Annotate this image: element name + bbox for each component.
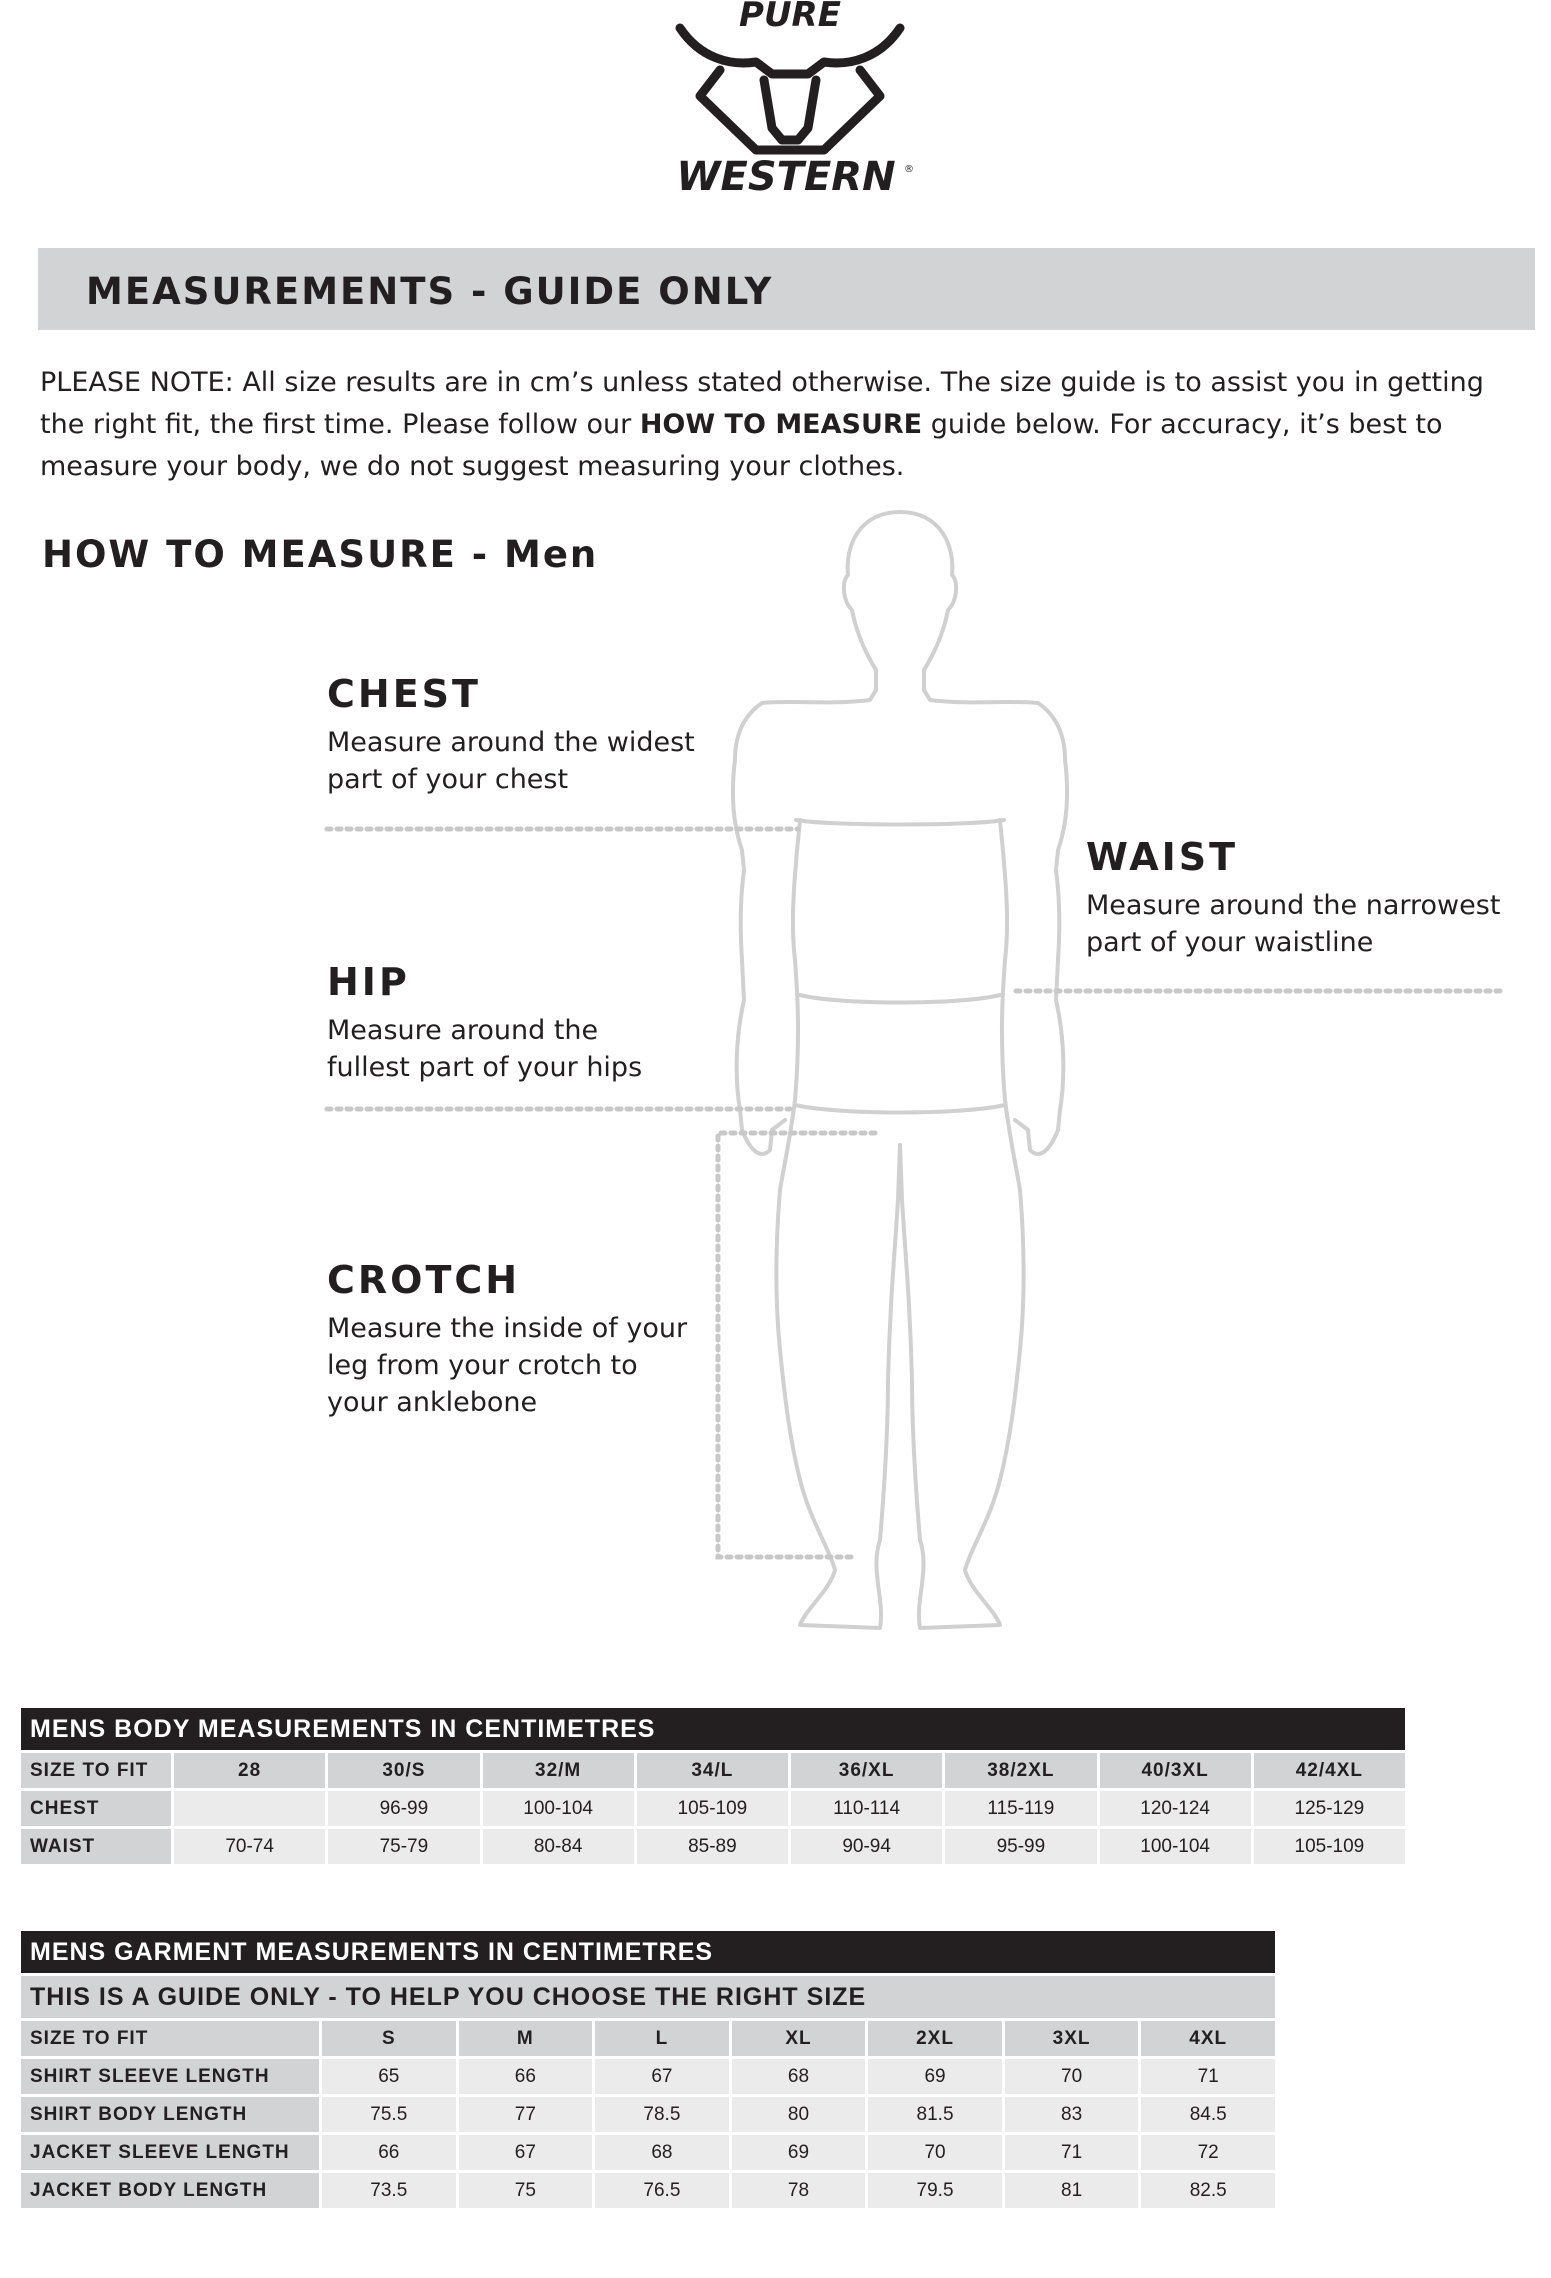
table-cell: 77 — [459, 2097, 593, 2132]
row-label: SHIRT SLEEVE LENGTH — [21, 2059, 319, 2094]
crotch-desc-line: Measure the inside of your — [327, 1313, 688, 1344]
row-label: SHIRT BODY LENGTH — [21, 2097, 319, 2132]
table-cell: 76.5 — [595, 2173, 729, 2208]
body-measurements-table — [18, 1705, 1408, 1867]
header-cell: 3XL — [1005, 2021, 1139, 2056]
table-cell: 110-114 — [791, 1791, 942, 1826]
table-cell: 70 — [868, 2135, 1002, 2170]
note-emphasis: HOW TO MEASURE — [639, 409, 923, 440]
hip-description — [327, 1012, 642, 1086]
table-cell: 78 — [732, 2173, 866, 2208]
table-cell: 81.5 — [868, 2097, 1002, 2132]
table-cell — [174, 1791, 325, 1826]
table-row — [21, 2135, 1275, 2170]
registered-mark: ® — [904, 164, 914, 175]
table-cell: 78.5 — [595, 2097, 729, 2132]
header-cell: 4XL — [1141, 2021, 1275, 2056]
header-cell: L — [595, 2021, 729, 2056]
waist-desc-line: part of your waistline — [1086, 927, 1374, 958]
table-cell: 125-129 — [1254, 1791, 1405, 1826]
table-cell: 68 — [595, 2135, 729, 2170]
header-cell: 32/M — [483, 1753, 634, 1788]
how-to-measure-title: HOW TO MEASURE - Men — [42, 533, 599, 576]
table-cell: 70-74 — [174, 1829, 325, 1864]
table-cell: 80-84 — [483, 1829, 634, 1864]
please-note-paragraph — [40, 362, 1520, 488]
table-cell: 84.5 — [1141, 2097, 1275, 2132]
table-cell: 75 — [459, 2173, 593, 2208]
crotch-description — [327, 1310, 687, 1421]
table-cell: 67 — [459, 2135, 593, 2170]
table-cell: 70 — [1005, 2059, 1139, 2094]
table-cell: 66 — [322, 2135, 456, 2170]
garment-table-subtitle: THIS IS A GUIDE ONLY - TO HELP YOU CHOOSE THE RIGHT SIZE — [21, 1976, 1275, 2018]
table-cell: 65 — [322, 2059, 456, 2094]
hip-desc-line: fullest part of your hips — [327, 1052, 643, 1083]
body-table-title: MENS BODY MEASUREMENTS IN CENTIMETRES — [21, 1708, 1405, 1750]
table-cell: 66 — [459, 2059, 593, 2094]
table-cell: 69 — [868, 2059, 1002, 2094]
table-cell: 69 — [732, 2135, 866, 2170]
header-cell: 42/4XL — [1254, 1753, 1405, 1788]
table-header-row — [21, 1753, 1405, 1788]
table-cell: 96-99 — [328, 1791, 479, 1826]
table-cell: 83 — [1005, 2097, 1139, 2132]
hip-heading: HIP — [327, 960, 410, 1004]
table-row — [21, 2097, 1275, 2132]
row-label: WAIST — [21, 1829, 171, 1864]
table-cell: 95-99 — [945, 1829, 1096, 1864]
table-row — [21, 1829, 1405, 1864]
row-label: JACKET SLEEVE LENGTH — [21, 2135, 319, 2170]
table-cell: 100-104 — [483, 1791, 634, 1826]
waist-heading: WAIST — [1086, 835, 1239, 879]
row-label: CHEST — [21, 1791, 171, 1826]
header-cell: S — [322, 2021, 456, 2056]
table-cell: 80 — [732, 2097, 866, 2132]
header-cell: M — [459, 2021, 593, 2056]
note-text-start: PLEASE NOTE: All size results are in cm’s unless stated otherwise. The size guide is to assist you in getting the right fit, the first time. Please follow our — [40, 367, 1484, 440]
garment-measurements-table — [18, 1928, 1278, 2211]
header-cell: 36/XL — [791, 1753, 942, 1788]
header-cell: SIZE TO FIT — [21, 2021, 319, 2056]
table-cell: 82.5 — [1141, 2173, 1275, 2208]
hip-desc-line: Measure around the — [327, 1015, 599, 1046]
garment-table-title: MENS GARMENT MEASUREMENTS IN CENTIMETRES — [21, 1931, 1275, 1973]
table-row — [21, 2059, 1275, 2094]
table-cell: 120-124 — [1100, 1791, 1251, 1826]
table-cell: 105-109 — [1254, 1829, 1405, 1864]
row-label: JACKET BODY LENGTH — [21, 2173, 319, 2208]
header-cell: 2XL — [868, 2021, 1002, 2056]
section-banner — [38, 248, 1535, 330]
crotch-heading: CROTCH — [327, 1258, 521, 1302]
table-cell: 79.5 — [868, 2173, 1002, 2208]
note-text-end: guide below. For accuracy, it’s best to measure your body, we do not suggest measuring your clothes. — [40, 409, 1443, 482]
header-cell: 38/2XL — [945, 1753, 1096, 1788]
table-cell: 115-119 — [945, 1791, 1096, 1826]
table-cell: 67 — [595, 2059, 729, 2094]
bull-head-icon — [680, 28, 900, 150]
chest-description — [327, 724, 695, 798]
chest-desc-line: part of your chest — [327, 764, 569, 795]
table-cell: 71 — [1141, 2059, 1275, 2094]
table-cell: 105-109 — [637, 1791, 788, 1826]
table-cell: 68 — [732, 2059, 866, 2094]
waist-description — [1086, 887, 1500, 961]
body-outline-icon — [733, 512, 1067, 1628]
header-cell: SIZE TO FIT — [21, 1753, 171, 1788]
logo-top-word: PURE — [739, 0, 841, 35]
table-cell: 75.5 — [322, 2097, 456, 2132]
table-row — [21, 1791, 1405, 1826]
banner-title: MEASUREMENTS - GUIDE ONLY — [86, 270, 774, 313]
table-cell: 71 — [1005, 2135, 1139, 2170]
table-cell: 73.5 — [322, 2173, 456, 2208]
table-header-row — [21, 2021, 1275, 2056]
table-cell: 85-89 — [637, 1829, 788, 1864]
header-cell: XL — [732, 2021, 866, 2056]
crotch-desc-line: your anklebone — [327, 1387, 538, 1418]
chest-desc-line: Measure around the widest — [327, 727, 695, 758]
chest-heading: CHEST — [327, 672, 481, 716]
header-cell: 34/L — [637, 1753, 788, 1788]
header-cell: 30/S — [328, 1753, 479, 1788]
table-cell: 100-104 — [1100, 1829, 1251, 1864]
logo-bottom-word: WESTERN — [676, 154, 896, 200]
header-cell: 40/3XL — [1100, 1753, 1251, 1788]
table-cell: 90-94 — [791, 1829, 942, 1864]
crotch-desc-line: leg from your crotch to — [327, 1350, 638, 1381]
pure-western-logo — [660, 0, 920, 200]
table-cell: 72 — [1141, 2135, 1275, 2170]
table-cell: 75-79 — [328, 1829, 479, 1864]
table-cell: 81 — [1005, 2173, 1139, 2208]
header-cell: 28 — [174, 1753, 325, 1788]
table-row — [21, 2173, 1275, 2208]
waist-desc-line: Measure around the narrowest — [1086, 890, 1501, 921]
